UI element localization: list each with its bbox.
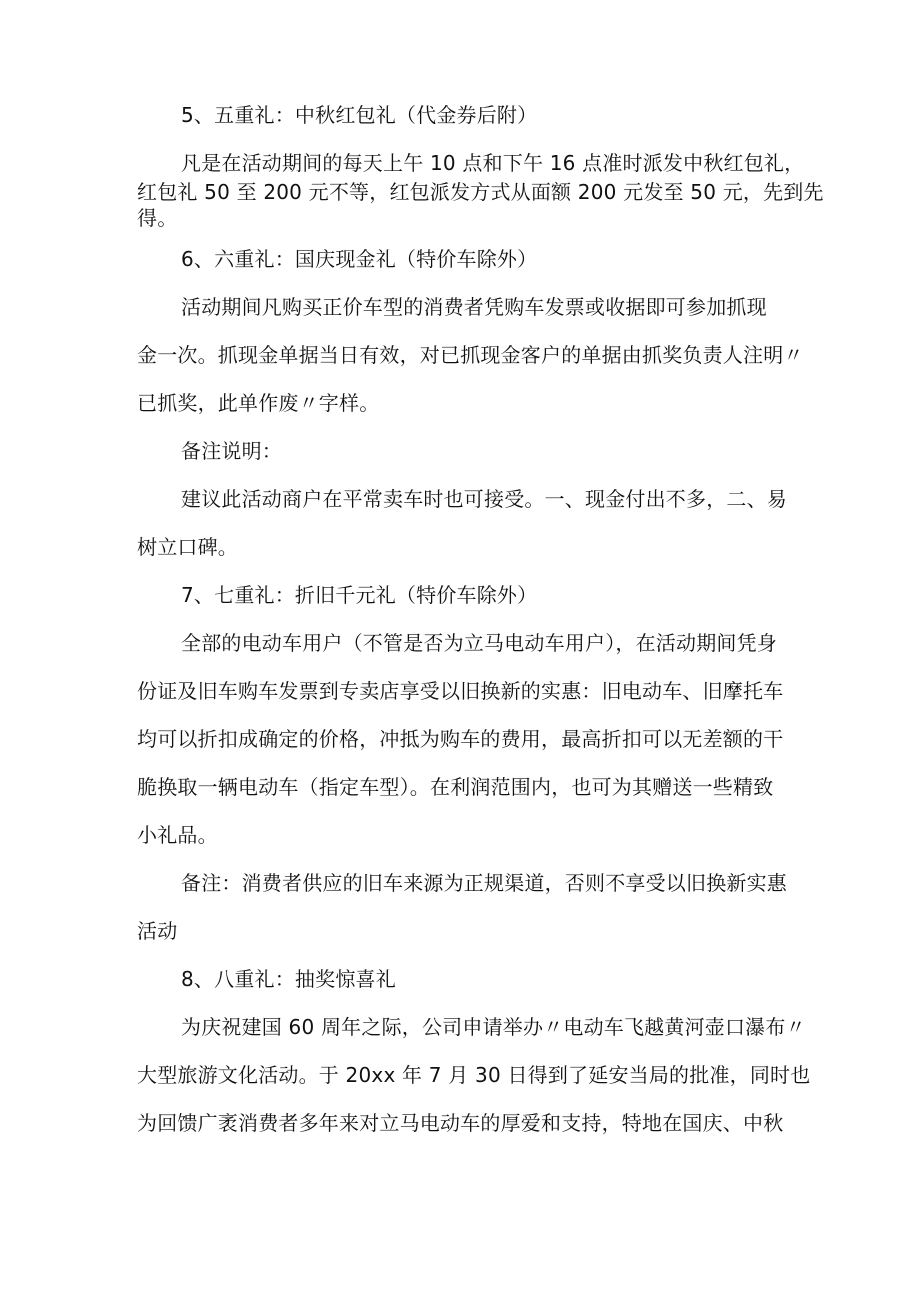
paragraph-line: 为回馈广袤消费者多年来对立马电动车的厚爱和支持，特地在国庆、中秋 (137, 1111, 784, 1135)
paragraph-line: 活动期间凡购买正价车型的消费者凭购车发票或收据即可参加抓现 (181, 295, 767, 319)
paragraph-line: 均可以折扣成确定的价格，冲抵为购车的费用，最高折扣可以无差额的干 (137, 727, 784, 751)
paragraph-line: 为庆祝建国 60 周年之际，公司申请举办〃电动车飞越黄河壶口瀑布〃 (181, 1015, 806, 1039)
paragraph-line: 大型旅游文化活动。于 20xx 年 7 月 30 日得到了延安当局的批准，同时也 (137, 1063, 811, 1087)
paragraph-line: 已抓奖，此单作废〃字样。 (137, 391, 380, 415)
section-5-heading: 5、五重礼：中秋红包礼（代金券后附） (181, 103, 538, 127)
paragraph-line: 建议此活动商户在平常卖车时也可接受。一、现金付出不多，二、易 (181, 487, 787, 511)
paragraph-line: 金一次。抓现金单据当日有效，对已抓现金客户的单据由抓奖负责人注明〃 (137, 343, 804, 367)
paragraph-line: 全部的电动车用户（不管是否为立马电动车用户），在活动期间凭身 (181, 631, 777, 655)
note-heading: 备注说明： (181, 439, 282, 463)
paragraph-line: 树立口碑。 (137, 535, 238, 559)
paragraph-line: 份证及旧车购车发票到专卖店享受以旧换新的实惠：旧电动车、旧摩托车 (137, 679, 784, 703)
section-6-heading: 6、六重礼：国庆现金礼（特价车除外） (181, 247, 538, 271)
note-line: 活动 (137, 919, 178, 943)
section-8-heading: 8、八重礼：抽奖惊喜礼 (181, 967, 396, 991)
paragraph-line: 凡是在活动期间的每天上午 10 点和下午 16 点准时派发中秋红包礼， (181, 151, 805, 175)
paragraph-line: 脆换取一辆电动车（指定车型）。在利润范围内，也可为其赠送一些精致 (137, 775, 774, 799)
note-line: 备注：消费者供应的旧车来源为正规渠道，否则不享受以旧换新实惠 (181, 871, 787, 895)
paragraph-line: 小礼品。 (137, 823, 218, 847)
section-7-heading: 7、七重礼：折旧千元礼（特价车除外） (181, 583, 538, 607)
paragraph-line: 得。 (137, 206, 178, 230)
paragraph-line: 红包礼 50 至 200 元不等，红包派发方式从面额 200 元发至 50 元，先到先 (137, 180, 824, 204)
